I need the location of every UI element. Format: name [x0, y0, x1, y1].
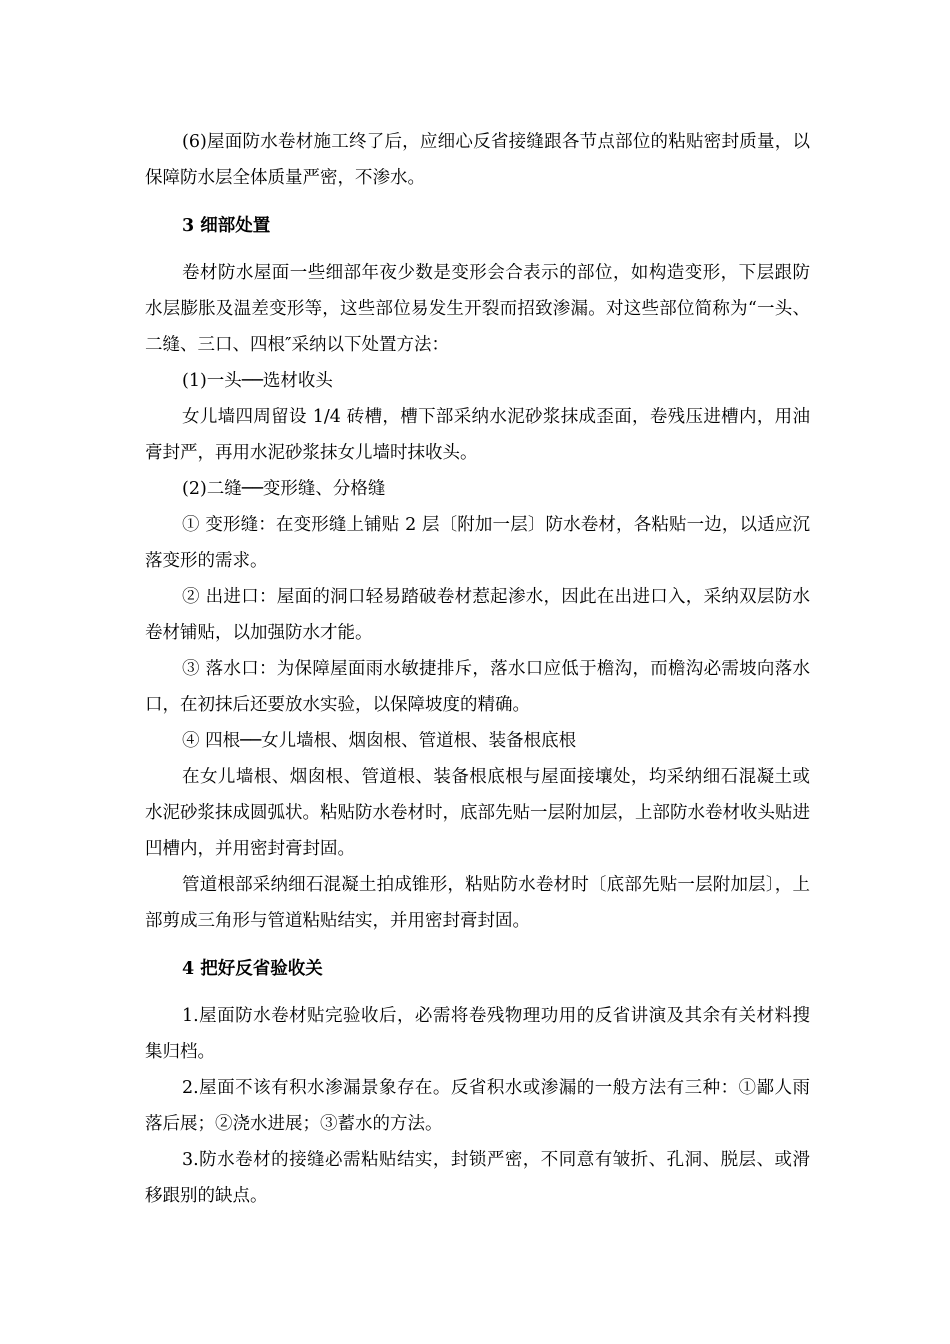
paragraph-drain-outlet: ③ 落水口：为保障屋面雨水敏捷排斥，落水口应低于檐沟，而檐沟必需坡向落水口，在初抹后还要放水实验，以保障坡度的精确。	[145, 659, 810, 715]
paragraph-inspection-2: 2.屋面不该有积水渗漏景象存在。反省积水或渗漏的一般方法有三种：①鄙人雨落后展；②浇水进展；③蓄水的方法。	[145, 1078, 810, 1134]
paragraph-intro-6: (6)屋面防水卷材施工终了后，应细心反省接缝跟各节点部位的粘贴密封质量，以保障防水层全体质量严密，不渗水。	[145, 132, 810, 188]
paragraph-item-2-title: (2)二缝──变形缝、分格缝	[182, 479, 386, 499]
spacer	[145, 939, 810, 951]
paragraph-section-3-intro: 卷材防水屋面一些细部年夜少数是变形会合表示的部位，如构造变形，下层跟防水层膨胀及温差变形等，这些部位易发生开裂而招致渗漏。对这些部位简称为“一头、二缝、三口、四根″采纳以下处置方法：	[145, 263, 810, 355]
paragraph-entrance: ② 出进口：屋面的洞口轻易踏破卷材惹起渗水，因此在出进口入，采纳双层防水卷材铺贴，以加强防水才能。	[145, 587, 810, 643]
paragraph-four-roots-title: ④ 四根──女儿墙根、烟囱根、管道根、装备根底根	[182, 731, 577, 751]
heading-section-4: 4 把好反省验收关	[182, 959, 323, 979]
paragraph-four-roots-body: 在女儿墙根、烟囱根、管道根、装备根底根与屋面接壤处，均采纳细石混凝土或水泥砂浆抹成圆弧状。粘贴防水卷材时，底部先贴一层附加层，上部防水卷材收头贴进凹槽内，并用密封膏封固。	[145, 767, 810, 859]
spacer	[145, 196, 810, 208]
paragraph-item-1-title: (1)一头──选材收头	[182, 371, 333, 391]
paragraph-pipe-root: 管道根部采纳细石混凝土拍成锥形，粘贴防水卷材时〔底部先贴一层附加层〕，上部剪成三角形与管道粘贴结实，并用密封膏封固。	[145, 875, 810, 931]
spacer	[145, 987, 810, 998]
paragraph-expansion-joint: ① 变形缝：在变形缝上铺贴 2 层〔附加一层〕防水卷材，各粘贴一边，以适应沉落变形的需求。	[145, 515, 810, 571]
heading-section-3: 3 细部处置	[182, 216, 271, 236]
paragraph-inspection-3: 3.防水卷材的接缝必需粘贴结实，封锁严密，不同意有皱折、孔洞、脱层、或滑移跟别的缺点。	[145, 1150, 810, 1206]
paragraph-inspection-1: 1.屋面防水卷材贴完验收后，必需将卷残物理功用的反省讲演及其余有关材料搜集归档。	[145, 1006, 810, 1062]
paragraph-item-1-body: 女儿墙四周留设 1/4 砖槽，槽下部采纳水泥砂浆抹成歪面，卷残压进槽内，用油膏封严，再用水泥砂浆抹女儿墙时抹收头。	[145, 407, 810, 463]
spacer	[145, 244, 810, 255]
